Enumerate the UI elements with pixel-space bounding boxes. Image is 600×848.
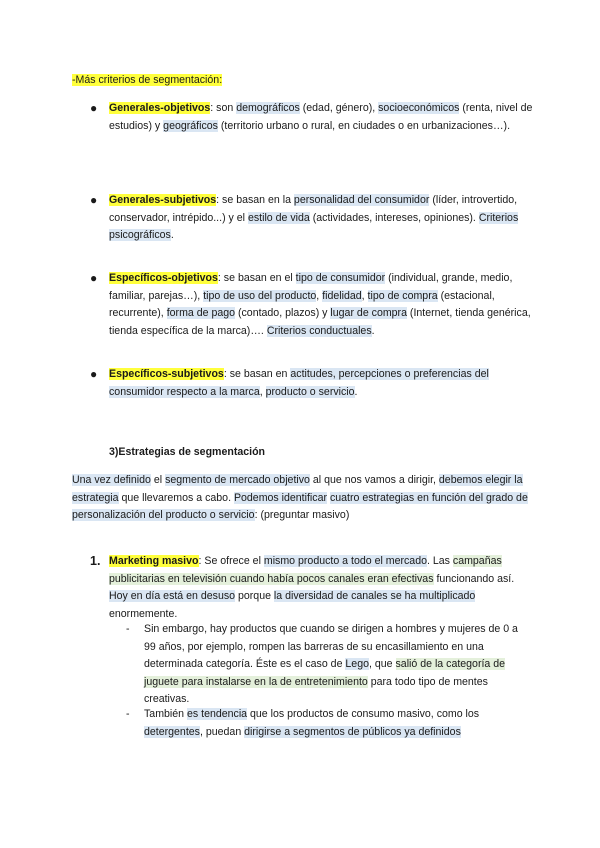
criterion-especificos-objetivos: Específicos-objetivos: se basan en el tipo de consumidor (individual, grande, medio, familiar, parejas…), tipo de uso del producto, fidelidad, tipo de compra (estacional, recurrente), forma de pago (contado, plazos) y lugar de compra (Internet, tienda genérica, tienda específica de la marca)…. Criterios conductuales. [109,272,531,337]
criterion-label: Específicos-subjetivos [109,368,224,380]
section-title [72,72,222,90]
criterion-generales-objetivos: Generales-objetivos: son demográficos (edad, género), socioeconómicos (renta, nivel de estudios) y geográficos (territorio urbano o rural, en ciudades o en urbanizaciones…). [109,102,533,132]
bullet-icon: ● [90,271,98,285]
strategy-label: Marketing masivo [109,555,199,567]
criterion-label: Específicos-objetivos [109,272,218,284]
criterion-generales-subjetivos: Generales-subjetivos: se basan en la personalidad del consumidor (líder, introvertido, conservador, intrépido...) y el estilo de vida (actividades, intereses, opiniones). Criterios psicográficos. [109,194,519,241]
dash-icon: - [126,708,130,720]
section-heading: 3)Estrategias de segmentación [109,446,266,458]
criterion-label: Generales-objetivos [109,102,211,114]
strategy-marketing-masivo: Marketing masivo: Se ofrece el mismo producto a todo el mercado. Las campañas publicitarias en televisión cuando había pocos canales eran efectivas funcionando así. Hoy en día está en desuso porque la diversidad de canales se ha multiplicado enormemente. [109,555,515,620]
intro-paragraph: Una vez definido el segmento de mercado objetivo al que nos vamos a dirigir, debemos elegir la estrategia que llevaremos a cabo. Podemos identificar cuatro estrategias en función del grado de personalización del producto o servicio: (preguntar masivo) [72,474,528,521]
title-text: -Más criterios de segmentación: [72,74,223,86]
criterion-label: Generales-subjetivos [109,194,217,206]
bullet-icon: ● [90,101,98,115]
criterion-especificos-subjetivos: Específicos-subjetivos: se basan en actitudes, percepciones o preferencias del consumidor respecto a la marca, producto o servicio. [109,368,489,398]
subitem-detergentes: También es tendencia que los productos de consumo masivo, como los detergentes, puedan dirigirse a segmentos de públicos ya definidos [144,708,480,738]
bullet-icon: ● [90,193,98,207]
list-number: 1. [90,554,101,568]
bullet-icon: ● [90,367,98,381]
dash-icon: - [126,623,130,635]
subitem-lego: Sin embargo, hay productos que cuando se dirigen a hombres y mujeres de 0 a 99 años, por ejemplo, rompen las barreras de su encasillamiento en una determinada categoría. Éste es el caso de Lego, que salió de la categoría de juguete para instalarse en la de entretenimiento para todo tipo de mentes creativas. [144,623,518,705]
